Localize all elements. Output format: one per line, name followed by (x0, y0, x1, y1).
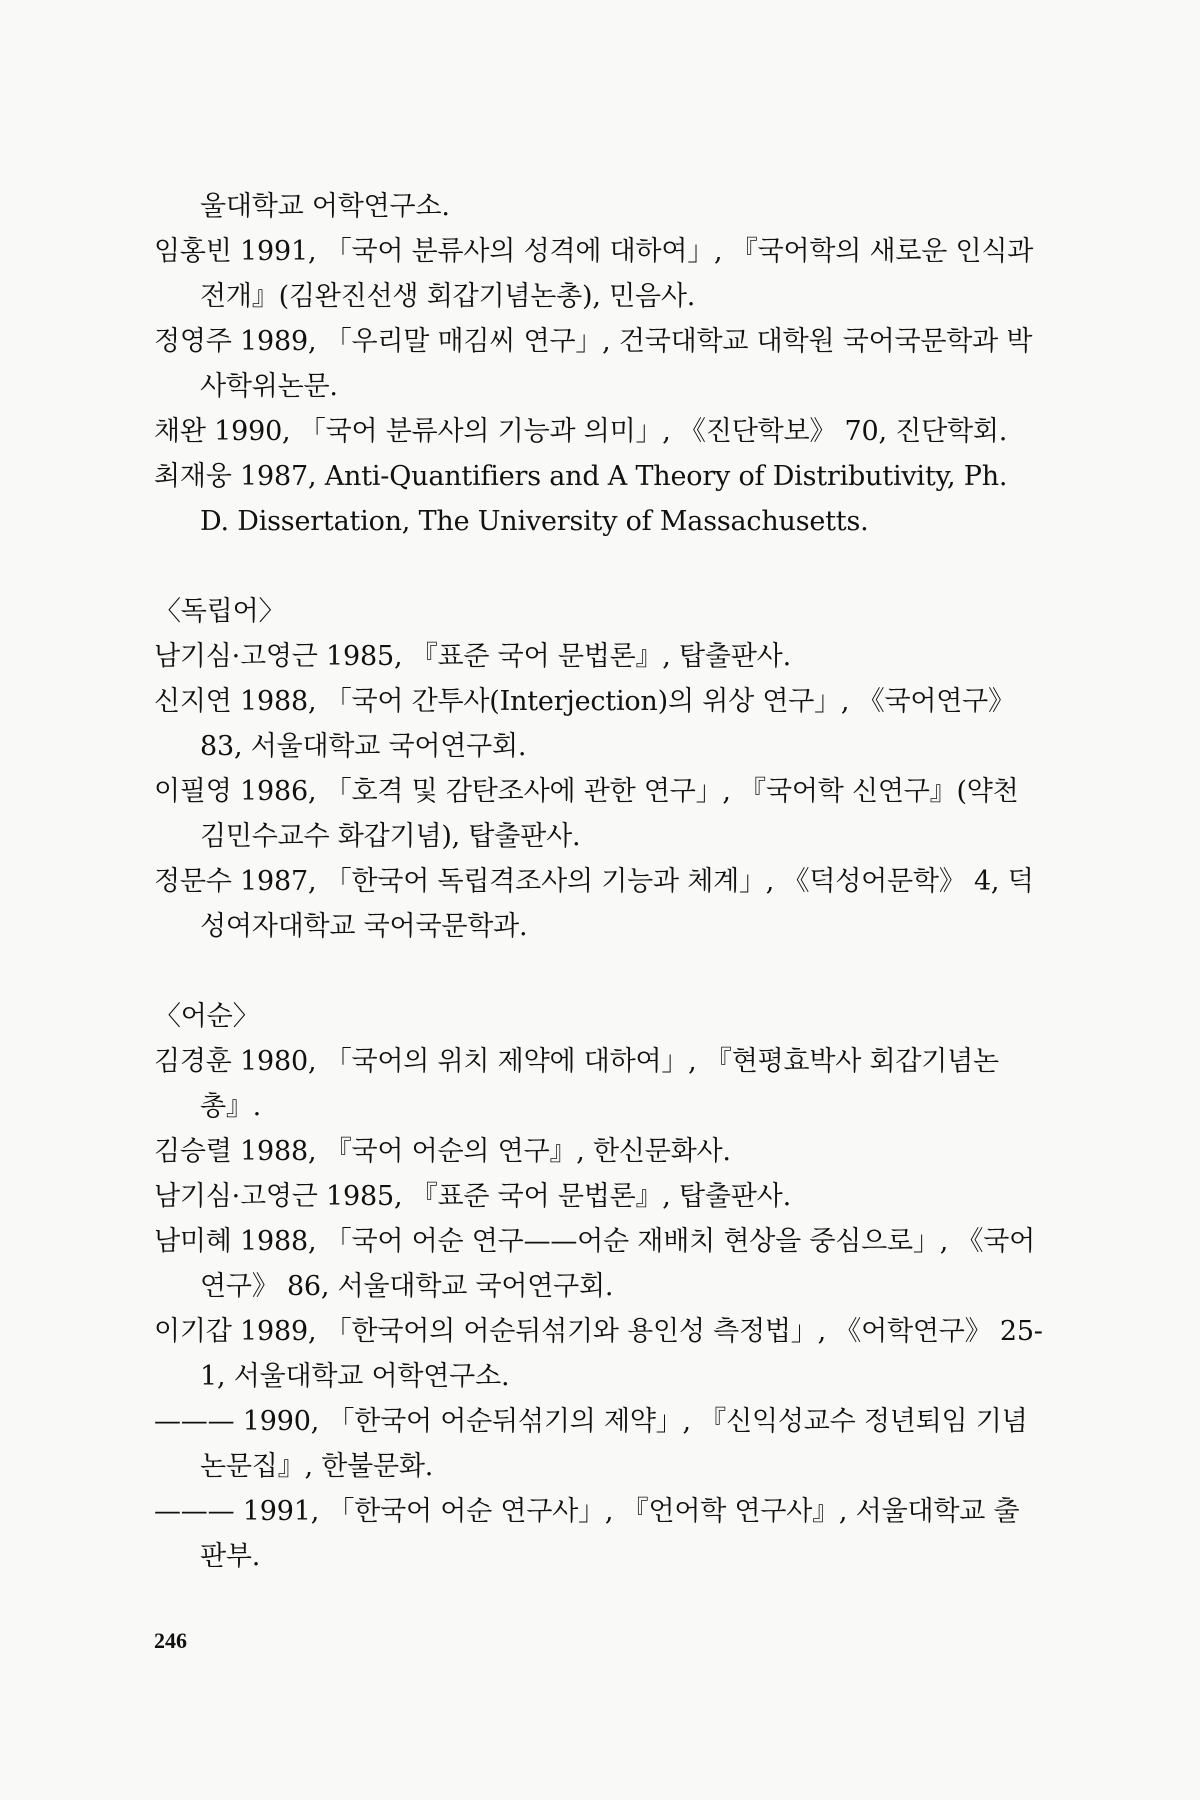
bibliography (154, 184, 1044, 1579)
reference-entry: 신지연 1988, 「국어 간투사(Interjection)의 위상 연구」, 《국어연구》 83, 서울대학교 국어연구회. (154, 686, 1015, 762)
reference-entry: 김경훈 1980, 「국어의 위치 제약에 대하여」, 『현평효박사 회갑기념논총』. (154, 1046, 999, 1122)
reference-entry: 임홍빈 1991, 「국어 분류사의 성격에 대하여」, 『국어학의 새로운 인식과 전개』(김완진선생 회갑기념논총), 민음사. (154, 236, 1034, 312)
reference-entry: 남기심·고영근 1985, 『표준 국어 문법론』, 탑출판사. (154, 641, 791, 672)
page-number: 246 (154, 1628, 187, 1653)
reference-continuation: 울대학교 어학연구소. (200, 191, 450, 222)
reference-entry: 최재웅 1987, Anti-Quantifiers and A Theory of Distributivity, Ph. D. Dissertation, The University of Massachusetts. (154, 461, 1008, 537)
reference-entry: 이필영 1986, 「호격 및 감탄조사에 관한 연구」, 『국어학 신연구』(약천 김민수교수 화갑기념), 탑출판사. (154, 776, 1019, 852)
reference-entry: 김승렬 1988, 『국어 어순의 연구』, 한신문화사. (154, 1136, 731, 1167)
section-heading-word-order: 〈어순〉 (154, 1001, 260, 1032)
reference-entry: 채완 1990, 「국어 분류사의 기능과 의미」, 《진단학보》 70, 진단학회. (154, 416, 1008, 447)
reference-entry: ——— 1991, 「한국어 어순 연구사」, 『언어학 연구사』, 서울대학교 출판부. (154, 1496, 1020, 1572)
reference-entry: 남미혜 1988, 「국어 어순 연구——어순 재배치 현상을 중심으로」, 《국어연구》 86, 서울대학교 국어연구회. (154, 1226, 1036, 1302)
section-heading-independent: 〈독립어〉 (154, 596, 286, 627)
reference-entry: 이기갑 1989, 「한국어의 어순뒤섞기와 용인성 측정법」, 《어학연구》 25-1, 서울대학교 어학연구소. (154, 1316, 1043, 1392)
reference-entry: ——— 1990, 「한국어 어순뒤섞기의 제약」, 『신익성교수 정년퇴임 기념논문집』, 한불문화. (154, 1406, 1028, 1482)
reference-entry: 정영주 1989, 「우리말 매김씨 연구」, 건국대학교 대학원 국어국문학과 박사학위논문. (154, 326, 1033, 402)
reference-entry: 남기심·고영근 1985, 『표준 국어 문법론』, 탑출판사. (154, 1181, 791, 1212)
reference-entry: 정문수 1987, 「한국어 독립격조사의 기능과 체계」, 《덕성어문학》 4, 덕성여자대학교 국어국문학과. (154, 866, 1034, 942)
